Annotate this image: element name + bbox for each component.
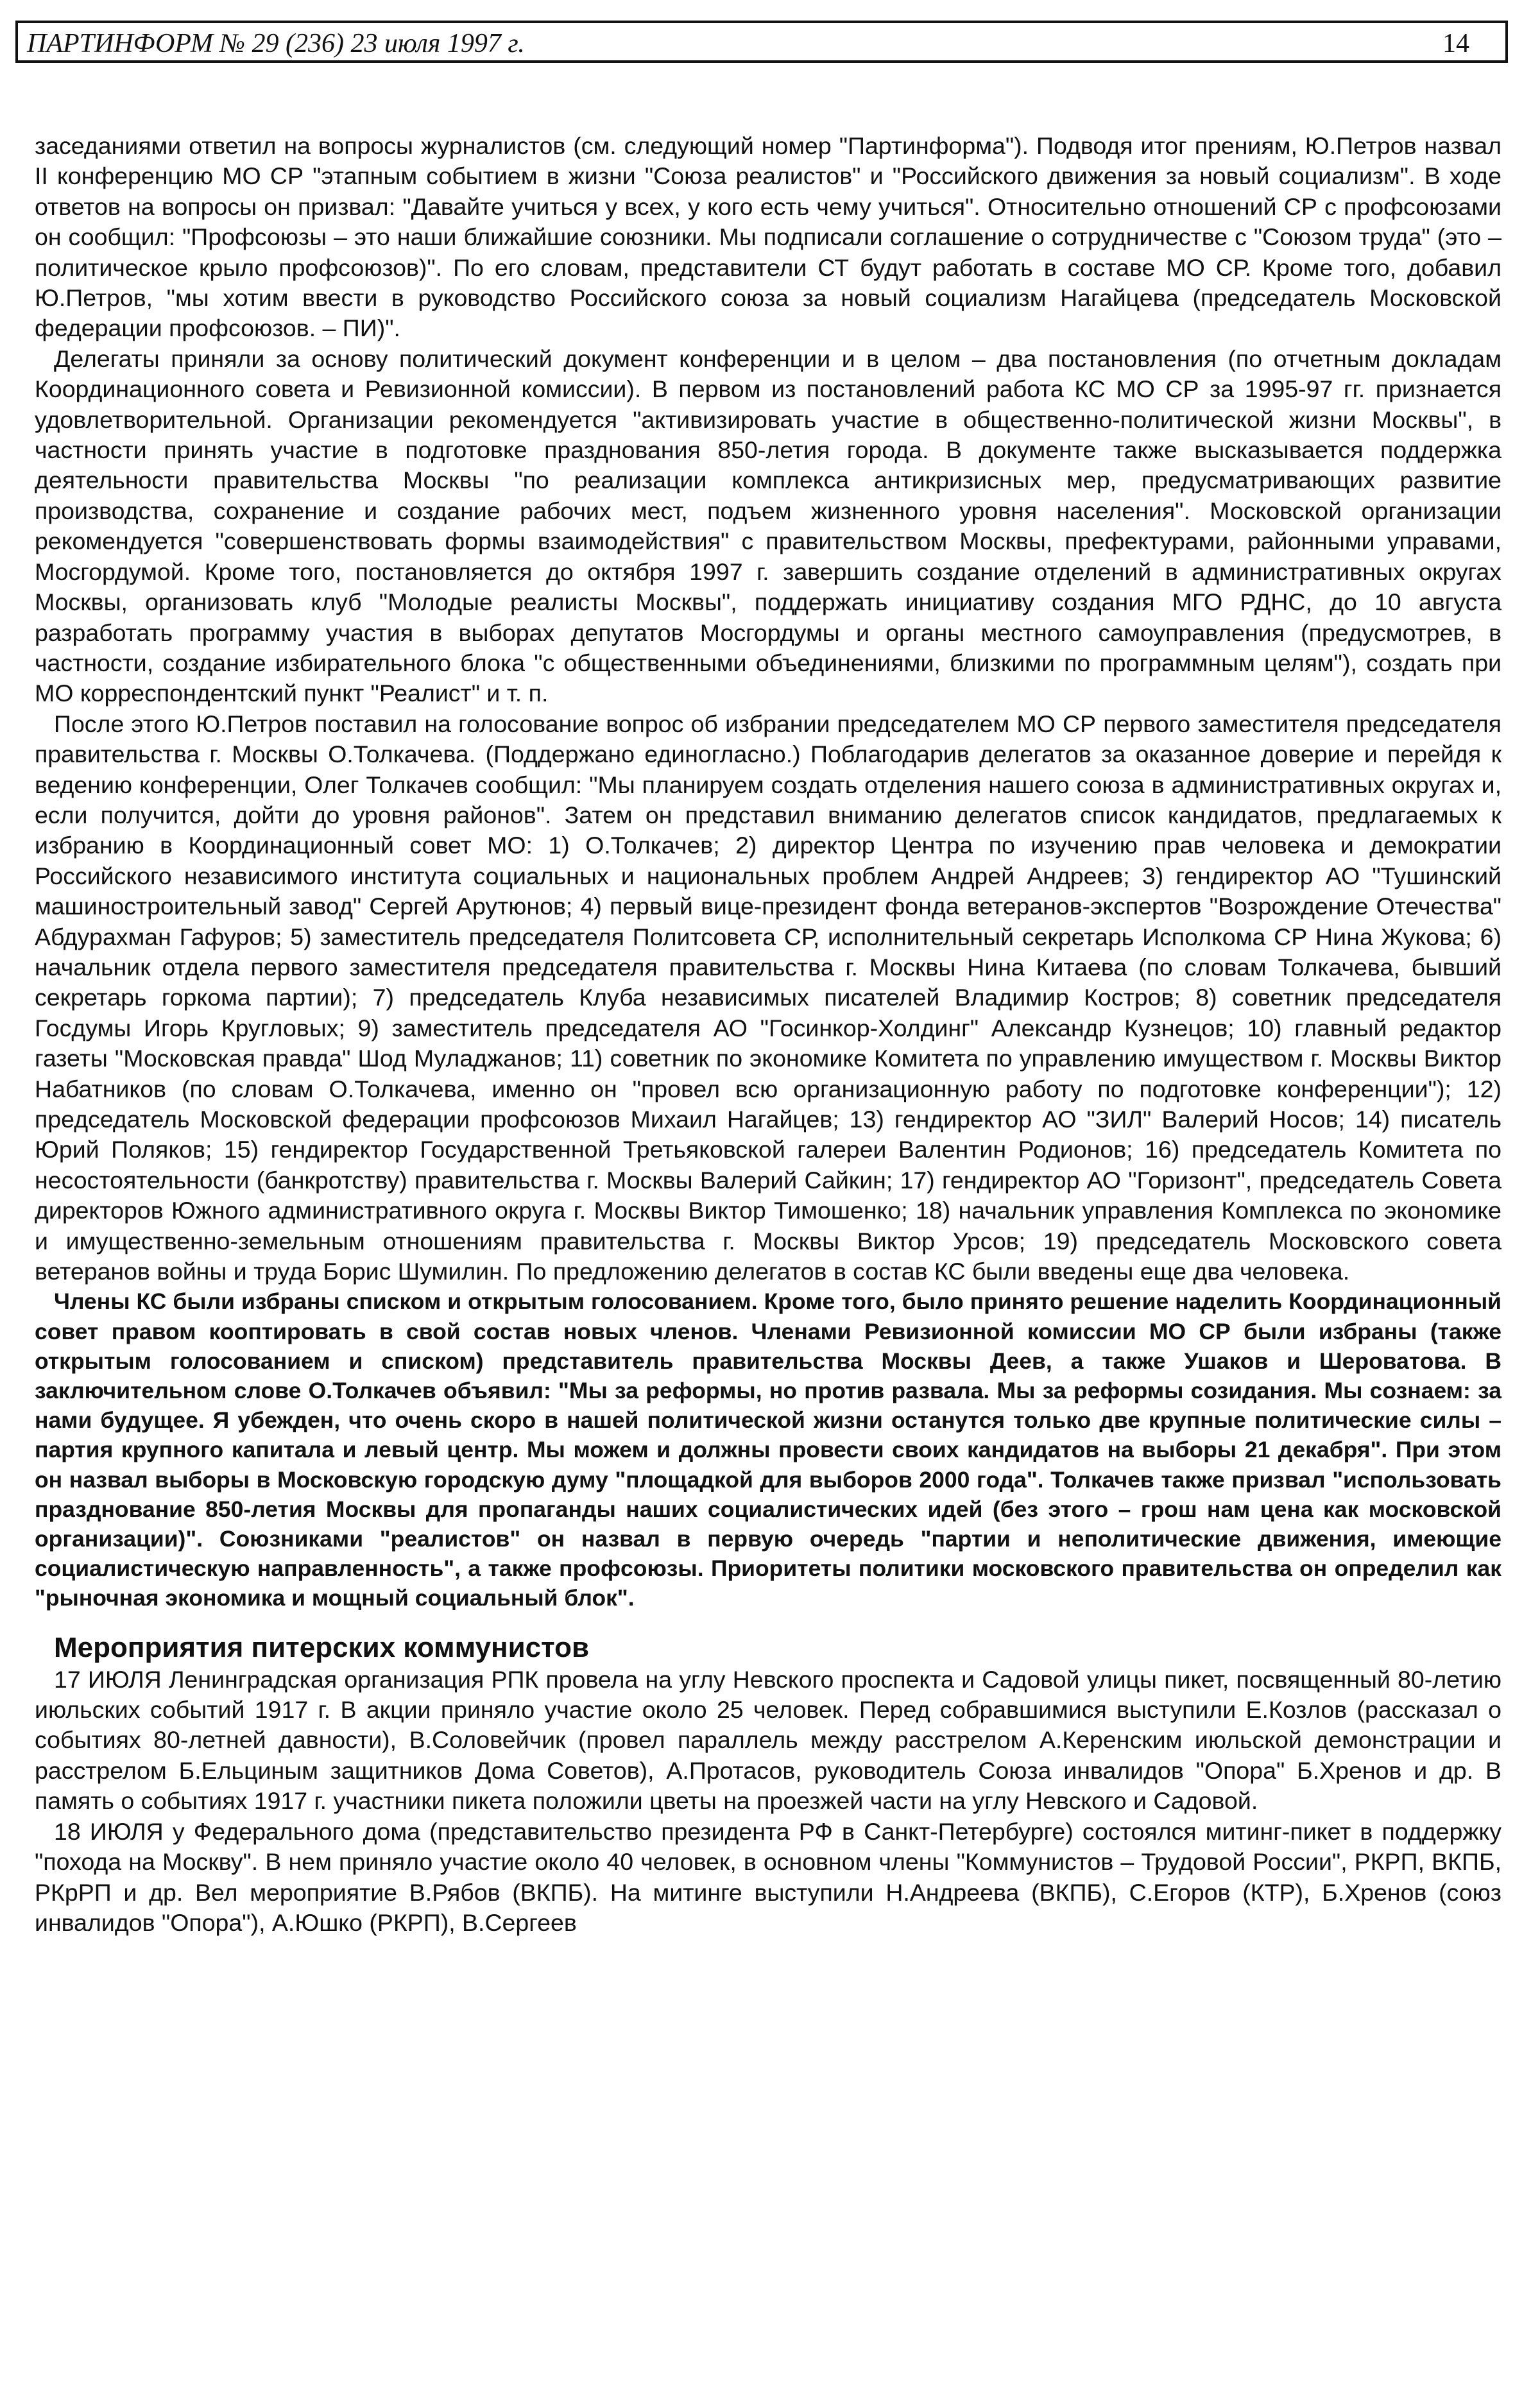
article-paragraph: Делегаты приняли за основу политический документ конференции и в целом – два постановления (по отчетным докладам Координационного совета и Ревизионной комиссии). В первом из постановлений работа КС МО СР за 1995-97 гг. признается удовлетворительной. Организации рекомендуется "активизировать участие в общественно-политической жизни Москвы", в частности принять участие в подготовке празднования 850-летия города. В документе также высказывается поддержка деятельности правительства Москвы "по реализации комплекса антикризисных мер, предусматривающих развитие производства, сохранение и создание рабочих мест, подъем жизненного уровня населения". Московской организации рекомендуется "совершенствовать формы взаимодействия" с правительством Москвы, префектурами, районными управами, Мосгордумой. Кроме того, постановляется до октября 1997 г. завершить создание отделений в административных округах Москвы, организовать клуб "Молодые реалисты Москвы", поддержать инициативу создания МГО РДНС, до 10 августа разработать программу участия в выборах депутатов Мосгордумы и органы местного самоуправления (предусмотрев, в частности, создание избирательного блока "с общественными объединениями, близкими по программным целям"), создать при МО корреспондентский пункт "Реалист" и т. п. (35, 345, 1502, 707)
article-paragraph: После этого Ю.Петров поставил на голосование вопрос об избрании председателем МО СР первого заместителя председателя правительства г. Москвы О.Толкачева. (Поддержано единогласно.) Поблагодарив делегатов за оказанное доверие и перейдя к ведению конференции, Олег Толкачев сообщил: "Мы планируем создать отделения нашего союза в административных округах и, если получится, дойти до уровня районов". Затем он представил вниманию делегатов список кандидатов, предлагаемых к избранию в Координационный совет МО: 1) О.Толкачев; 2) директор Центра по изучению прав человека и демократии Российского независимого института социальных и национальных проблем Андрей Андреев; 3) гендиректор АО "Тушинский машиностроительный завод" Сергей Арутюнов; 4) первый вице-президент фонда ветеранов-экспертов "Возрождение Отечества" Абдурахман Гафуров; 5) заместитель председателя Политсовета СР, исполнительный секретарь Исполкома СР Нина Жукова; 6) начальник отдела первого заместителя председателя правительства г. Москвы Нина Китаева (по словам Толкачева, бывший секретарь горкома партии); 7) председатель Клуба независимых писателей Владимир Костров; 8) советник председателя Госдумы Игорь Кругловых; 9) заместитель председателя АО "Госинкор-Холдинг" Александр Кузнецов; 10) главный редактор газеты "Московская правда" Шод Муладжанов; 11) советник по экономике Комитета по управлению имуществом г. Москвы Виктор Набатников (по словам О.Толкачева, именно он "провел всю организационную работу по подготовке конференции"); 12) председатель Московской федерации профсоюзов Михаил Нагайцев; 13) гендиректор АО "ЗИЛ" Валерий Носов; 14) писатель Юрий Поляков; 15) гендиректор Государственной Третьяковской галереи Валентин Родионов; 16) председатель Комитета по несостоятельности (банкротству) правительства г. Москвы Валерий Сайкин; 17) гендиректор АО "Горизонт", председатель Совета директоров Южного административного округа г. Москвы Виктор Тимошенко; 18) начальник управления Комплекса по экономике и имущественно-земельным отношениям правительства г. Москвы Виктор Урсов; 19) председатель Московского совета ветеранов войны и труда Борис Шумилин. По предложению делегатов в состав КС были введены еще два человека. (35, 710, 1502, 1285)
page-header (15, 21, 1508, 63)
article-paragraph: заседаниями ответил на вопросы журналистов (см. следующий номер "Партинформа"). Подводя итог прениям, Ю.Петров назвал II конференцию МО СР "этапным событием в жизни "Союза реалистов" и "Российского движения за новый социализм". В ходе ответов на вопросы он призвал: "Давайте учиться у всех, у кого есть чему учиться". Относительно отношений СР с профсоюзами он сообщил: "Профсоюзы – это наши ближайшие союзники. Мы подписали соглашение о сотрудничестве с "Союзом труда" (это – политическое крыло профсоюзов)". По его словам, представители СТ будут работать в составе МО СР. Кроме того, добавил Ю.Петров, "мы хотим ввести в руководство Российского союза за новый социализм Нагайцева (председатель Московской федерации профсоюзов. – ПИ)". (35, 132, 1502, 342)
publication-title: ПАРТИНФОРМ № 29 (236) 23 июля 1997 г. (27, 29, 525, 58)
section-paragraph: 18 ИЮЛЯ у Федерального дома (представительство президента РФ в Санкт-Петербурге) состоялся митинг-пикет в поддержку "похода на Москву". В нем приняло участие около 40 человек, в основном члены "Коммунистов – Трудовой России", РКРП, ВКПБ, РКрРП и др. Вел мероприятие В.Рябов (ВКПБ). На митинге выступили Н.Андреева (ВКПБ), С.Егоров (КТР), Б.Хренов (союз инвалидов "Опора"), А.Юшко (РКРП), В.Сергеев (35, 1817, 1502, 1936)
page-number: 14 (1442, 29, 1469, 58)
section-paragraph: 17 ИЮЛЯ Ленинградская организация РПК провела на углу Невского проспекта и Садовой улицы пикет, посвященный 80-летию июльских событий 1917 г. В акции приняло участие около 25 человек. Перед собравшимися выступили Е.Козлов (рассказал о событиях 80-летней давности), В.Соловейчик (провел параллель между расстрелом А.Керенским июльской демонстрации и расстрелом Б.Ельциным защитников Дома Советов), А.Протасов, руководитель Союза инвалидов "Опора" Б.Хренов и др. В память о событиях 1917 г. участники пикета положили цветы на проезжей части на углу Невского и Садовой. (35, 1665, 1502, 1815)
bold-summary-paragraph: Члены КС были избраны списком и открытым голосованием. Кроме того, было принято решение наделить Координационный совет правом кооптировать в свой состав новых членов. Членами Ревизионной комиссии МО СР были избраны (также открытым голосованием и списком) представитель правительства Москвы Деев, а также Ушаков и Шероватова. В заключительном слове О.Толкачев объявил: "Мы за реформы, но против развала. Мы за реформы созидания. Мы сознаем: за нами будущее. Я убежден, что очень скоро в нашей политической жизни останутся только две крупные политические силы – партия крупного капитала и левый центр. Мы можем и должны провести своих кандидатов на выборы 21 декабря". При этом он назвал выборы в Московскую городскую думу "площадкой для выборов 2000 года". Толкачев также призвал "использовать празднование 850-летия Москвы для пропаганды наших социалистических идей (без этого – грош нам цена как московской организации)". Союзниками "реалистов" он назвал в первую очередь "партии и неполитические движения, имеющие социалистическую направленность", а также профсоюзы. Приоритеты политики московского правительства он определил как "рыночная экономика и мощный социальный блок". (35, 1289, 1502, 1611)
article-body (35, 131, 1502, 1938)
section-title: Мероприятия питерских коммунистов (54, 1631, 590, 1663)
